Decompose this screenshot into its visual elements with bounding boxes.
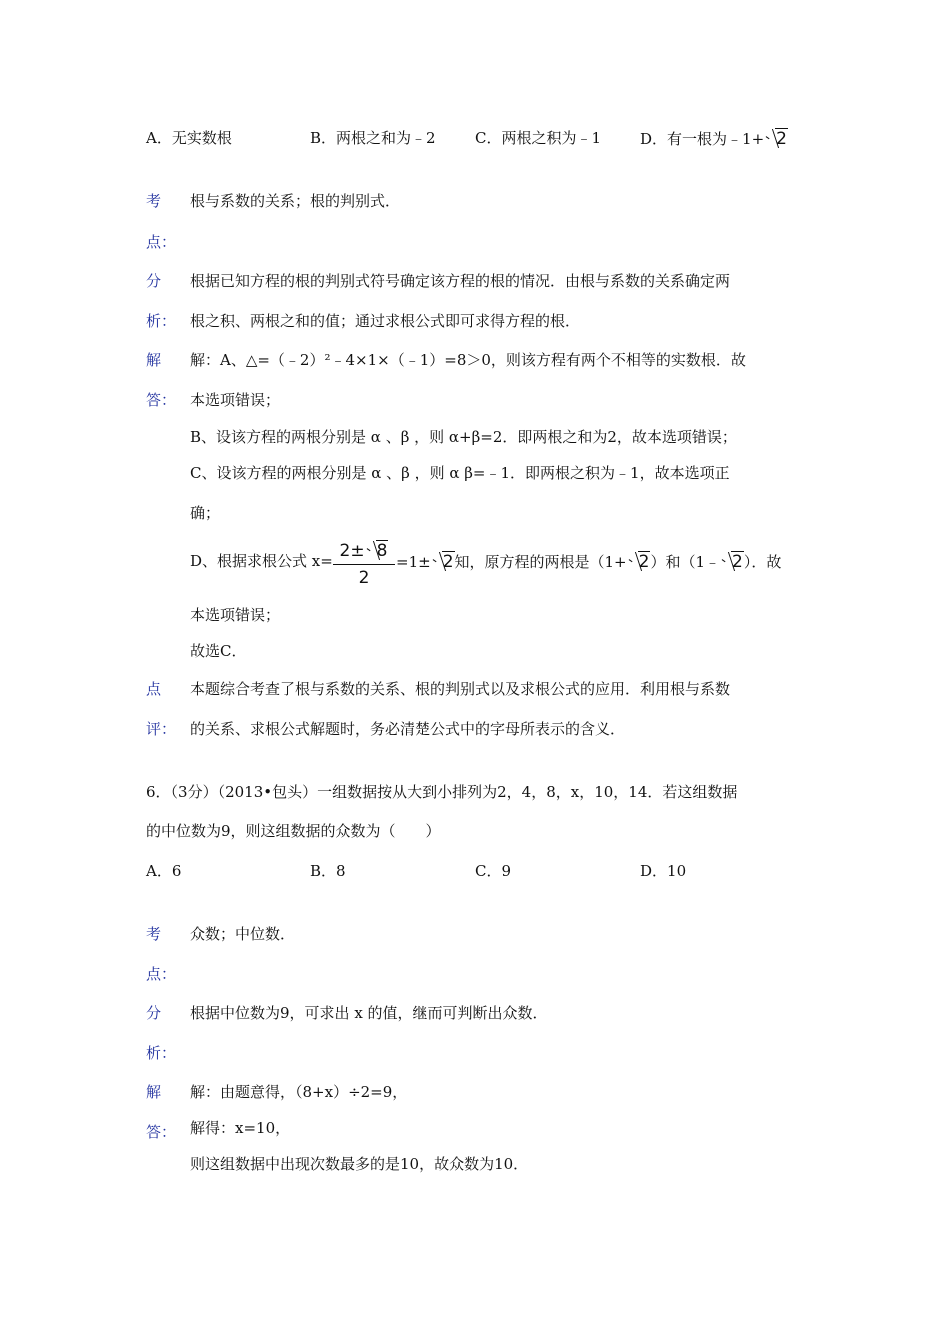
q6-kaodian-label-2: 点： xyxy=(146,965,177,983)
sqrt-symbol: 8 xyxy=(366,540,389,562)
kaodian-label: 考 xyxy=(146,192,162,210)
q6-jieda-line-1: 解：由题意得，（8+x）÷2=9， xyxy=(190,1083,408,1101)
fenxi-line-2: 根之积、两根之和的值；通过求根公式即可求得方程的根． xyxy=(190,312,581,330)
fraction-denominator: 2 xyxy=(358,568,370,588)
q6-stem-line-1: 6．（3分）（2013•包头）一组数据按从大到小排列为2，4，8，x，10，14．若这组数据 xyxy=(146,783,738,801)
jieda-d-prefix: D、根据求根公式 x= xyxy=(190,552,333,570)
q6-option-d: D．10 xyxy=(640,862,687,880)
q5-option-b: B．两根之和为﹣2 xyxy=(310,129,436,147)
jieda-line-2: 本选项错误； xyxy=(190,391,281,409)
dianping-line-2: 的关系、求根公式解题时，务必清楚公式中的字母所表示的含义． xyxy=(190,720,626,738)
dianping-label-2: 评： xyxy=(146,720,177,738)
q5-option-c: C．两根之积为﹣1 xyxy=(475,129,602,147)
sqrt-symbol: 2 xyxy=(628,551,651,572)
sqrt-symbol xyxy=(765,128,788,149)
jieda-line-1: 解：A、△=（﹣2）²﹣4×1×（﹣1）=8＞0，则该方程有两个不相等的实数根．故 xyxy=(190,351,746,369)
fenxi-line-1: 根据已知方程的根的判别式符号确定该方程的根的情况．由根与系数的关系确定两 xyxy=(190,272,731,290)
q6-jieda-line-2: 解得：x=10， xyxy=(190,1119,291,1137)
kaodian-label-2: 点： xyxy=(146,233,177,251)
q6-kaodian-label: 考 xyxy=(146,925,162,943)
jieda-label-2: 答： xyxy=(146,391,177,409)
fenxi-label: 分 xyxy=(146,272,162,290)
q6-option-b: B．8 xyxy=(310,862,346,880)
q5-option-d xyxy=(640,128,788,149)
q6-fenxi-label: 分 xyxy=(146,1004,162,1022)
sqrt-radicand: 2 xyxy=(776,129,787,149)
q6-fenxi-label-2: 析： xyxy=(146,1044,177,1062)
jieda-d-2: 本选项错误； xyxy=(190,606,281,624)
dianping-label: 点 xyxy=(146,680,162,698)
q6-kaodian-text: 众数；中位数． xyxy=(190,925,296,943)
jieda-label: 解 xyxy=(146,351,162,369)
fraction-bar xyxy=(333,564,395,565)
q6-stem-line-2: 的中位数为9，则这组数据的众数为（ ） xyxy=(146,822,441,840)
sqrt-symbol: 2 xyxy=(432,551,455,572)
q5-option-d-text: D．有一根为﹣1+ xyxy=(640,130,765,148)
dianping-line-1: 本题综合考查了根与系数的关系、根的判别式以及求根公式的应用．利用根与系数 xyxy=(190,680,731,698)
q6-jieda-label-2: 答： xyxy=(146,1123,177,1141)
kaodian-text: 根与系数的关系；根的判别式． xyxy=(190,192,401,210)
sqrt-symbol: 2 xyxy=(721,551,744,572)
q5-option-a: A．无实数根 xyxy=(146,129,232,147)
q6-jieda-label: 解 xyxy=(146,1083,162,1101)
q6-jieda-line-3: 则这组数据中出现次数最多的是10，故众数为10． xyxy=(190,1155,529,1173)
jieda-b: B、设该方程的两根分别是 α 、β ，则 α+β=2．即两根之和为2，故本选项错误； xyxy=(190,428,737,446)
fenxi-label-2: 析： xyxy=(146,312,177,330)
jieda-c-1: C、设该方程的两根分别是 α 、β ，则 α β=﹣1．即两根之积为﹣1，故本选项正 xyxy=(190,464,730,482)
jieda-d-rest: =1± 2知，原方程的两根是（1+ 2）和（1﹣ 2）．故 xyxy=(396,552,782,572)
q6-option-a: A．6 xyxy=(146,862,182,880)
jieda-c-2: 确； xyxy=(190,504,221,522)
q6-option-c: C．9 xyxy=(475,862,512,880)
q6-fenxi-text: 根据中位数为9，可求出 x 的值，继而可判断出众数． xyxy=(190,1004,548,1022)
fraction-numerator: 2± 8 xyxy=(339,541,388,561)
jieda-end: 故选C． xyxy=(190,642,247,660)
quadratic-formula-fraction xyxy=(333,540,395,589)
